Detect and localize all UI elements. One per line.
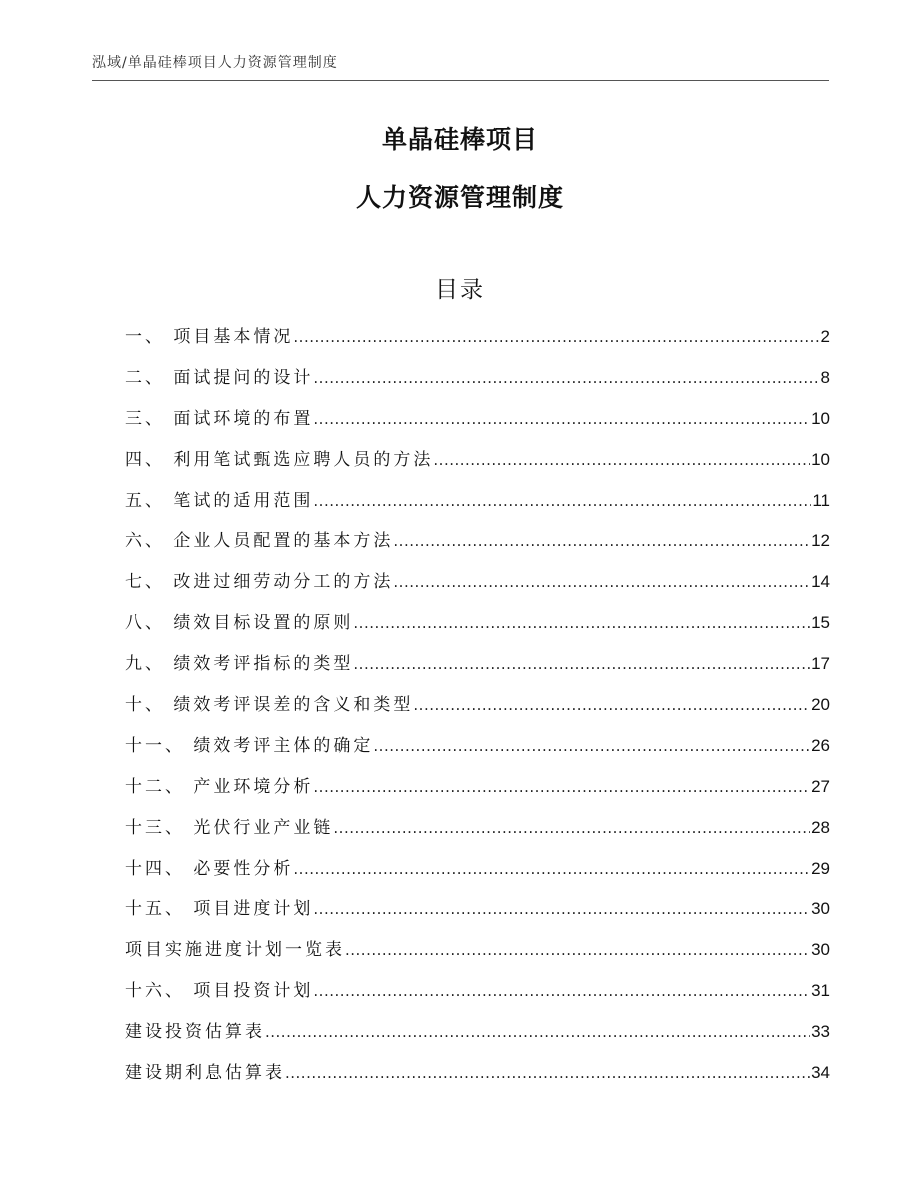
toc-entry[interactable]: [125, 849, 830, 890]
toc-entry[interactable]: [125, 726, 830, 767]
toc-entry-page: 15: [811, 613, 830, 633]
toc-dot-leader: [313, 767, 810, 808]
toc-heading: 目录: [435, 277, 485, 303]
toc-entry-page: 30: [811, 940, 830, 960]
toc-entry-label: 十五、 项目进度计划: [125, 899, 314, 920]
toc-entry-label: 九、 绩效考评指标的类型: [125, 654, 354, 675]
toc-entry-page: 34: [811, 1063, 830, 1083]
toc-entry-page: 33: [811, 1022, 830, 1042]
toc-entry-label: 四、 利用笔试甄选应聘人员的方法: [125, 449, 434, 470]
toc-entry[interactable]: [125, 767, 830, 808]
toc-entry-page: 28: [811, 817, 830, 837]
toc-entry-label: 十六、 项目投资计划: [125, 981, 314, 1002]
toc-entry[interactable]: [125, 317, 830, 358]
toc-entry[interactable]: [125, 971, 830, 1012]
toc-entry[interactable]: [125, 399, 830, 440]
toc-dot-leader: [265, 1012, 810, 1053]
table-of-contents: [125, 317, 830, 1094]
toc-entry[interactable]: [125, 521, 830, 562]
toc-entry-page: 14: [811, 572, 830, 592]
toc-dot-leader: [393, 521, 810, 562]
toc-entry-page: 31: [811, 981, 830, 1001]
toc-dot-leader: [345, 930, 810, 971]
toc-dot-leader: [413, 685, 810, 726]
document-title-line-1: 单晶硅棒项目: [381, 125, 538, 154]
toc-entry-label: 十四、 必要性分析: [125, 858, 294, 879]
toc-entry-label: 五、 笔试的适用范围: [125, 490, 314, 511]
toc-dot-leader: [313, 481, 811, 522]
toc-entry-label: 一、 项目基本情况: [125, 327, 294, 347]
toc-entry-page: 26: [811, 735, 830, 755]
toc-entry-page: 2: [820, 327, 830, 346]
toc-entry-label: 建设期利息估算表: [125, 1063, 285, 1084]
toc-entry[interactable]: [125, 1053, 830, 1094]
toc-entry[interactable]: [125, 603, 830, 644]
toc-entry-label: 项目实施进度计划一览表: [125, 940, 345, 961]
toc-entry-label: 三、 面试环境的布置: [125, 408, 314, 429]
toc-entry-label: 八、 绩效目标设置的原则: [125, 613, 354, 634]
toc-entry[interactable]: [125, 562, 830, 603]
toc-dot-leader: [313, 889, 810, 930]
toc-entry-page: 11: [812, 490, 830, 510]
toc-entry-label: 建设投资估算表: [125, 1022, 265, 1043]
toc-entry-page: 27: [811, 776, 830, 796]
toc-entry-page: 10: [811, 449, 830, 469]
toc-entry-page: 30: [811, 899, 830, 919]
toc-entry[interactable]: [125, 644, 830, 685]
toc-entry[interactable]: [125, 358, 830, 399]
toc-entry-page: 20: [811, 695, 830, 715]
toc-entry-label: 十三、 光伏行业产业链: [125, 817, 334, 838]
toc-dot-leader: [393, 562, 810, 603]
toc-dot-leader: [353, 644, 810, 685]
toc-dot-leader: [313, 971, 810, 1012]
toc-entry-page: 10: [811, 408, 830, 428]
toc-dot-leader: [433, 440, 810, 481]
toc-entry-page: 12: [811, 531, 830, 551]
toc-entry-label: 六、 企业人员配置的基本方法: [125, 531, 394, 552]
toc-entry[interactable]: [125, 481, 830, 522]
toc-dot-leader: [313, 399, 810, 440]
toc-entry-page: 8: [820, 367, 830, 387]
toc-entry[interactable]: [125, 808, 830, 849]
toc-entry[interactable]: [125, 440, 830, 481]
header-divider: [92, 80, 829, 81]
toc-dot-leader: [333, 808, 810, 849]
toc-entry-label: 十、 绩效考评误差的含义和类型: [125, 695, 414, 716]
toc-entry-label: 十二、 产业环境分析: [125, 776, 314, 797]
toc-dot-leader: [373, 726, 810, 767]
toc-entry-label: 十一、 绩效考评主体的确定: [125, 735, 374, 756]
toc-entry[interactable]: [125, 889, 830, 930]
toc-entry-label: 七、 改进过细劳动分工的方法: [125, 572, 394, 593]
toc-entry-label: 二、 面试提问的设计: [125, 367, 314, 388]
running-header: 泓域/单晶硅棒项目人力资源管理制度: [92, 55, 338, 71]
toc-entry[interactable]: [125, 930, 830, 971]
document-title-line-2: 人力资源管理制度: [355, 183, 564, 212]
toc-dot-leader: [353, 603, 810, 644]
toc-dot-leader: [293, 317, 819, 358]
toc-dot-leader: [293, 849, 810, 890]
toc-entry-page: 17: [811, 654, 830, 674]
toc-dot-leader: [285, 1053, 810, 1094]
toc-entry[interactable]: [125, 685, 830, 726]
toc-entry[interactable]: [125, 1012, 830, 1053]
toc-entry-page: 29: [811, 858, 830, 878]
toc-dot-leader: [313, 358, 819, 399]
